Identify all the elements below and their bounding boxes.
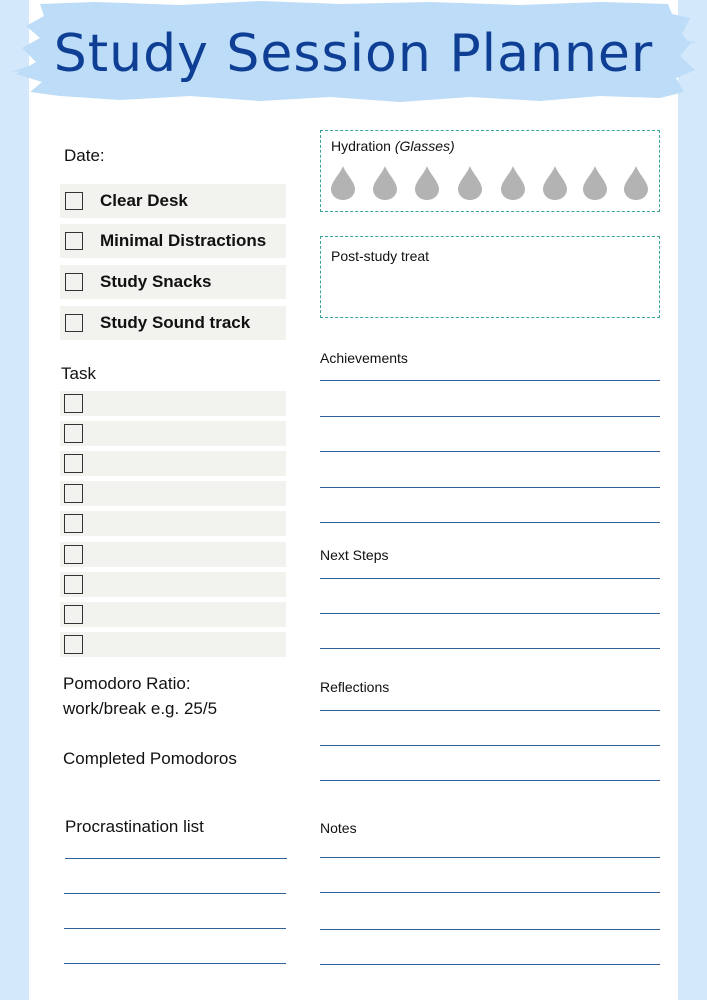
- reflections-label: Reflections: [320, 679, 390, 695]
- next-steps-line[interactable]: [320, 613, 660, 614]
- task-row[interactable]: [60, 481, 286, 506]
- checklist-item-label: Minimal Distractions: [100, 231, 267, 250]
- checkbox[interactable]: [65, 314, 83, 332]
- water-drop-icon[interactable]: [583, 166, 607, 200]
- achievements-line[interactable]: [320, 380, 660, 381]
- checklist-item[interactable]: [60, 224, 286, 258]
- notes-label: Notes: [320, 820, 357, 836]
- task-checkbox[interactable]: [64, 575, 83, 594]
- checklist-item[interactable]: [60, 265, 286, 299]
- hydration-label: [331, 138, 455, 154]
- task-row[interactable]: [60, 421, 286, 446]
- reflections-line[interactable]: [320, 780, 660, 781]
- task-checkbox[interactable]: [64, 394, 83, 413]
- notes-line[interactable]: [320, 892, 660, 893]
- water-drop-icon[interactable]: [624, 166, 648, 200]
- pomodoro-ratio-hint: work/break e.g. 25/5: [63, 699, 218, 718]
- hydration-unit: (Glasses): [394, 138, 455, 154]
- checklist-item[interactable]: [60, 184, 286, 218]
- pomodoro-ratio-label: Pomodoro Ratio:: [63, 674, 191, 693]
- checkbox[interactable]: [65, 273, 83, 291]
- task-row[interactable]: [60, 391, 286, 416]
- task-row[interactable]: [60, 572, 286, 597]
- water-drop-icon[interactable]: [415, 166, 439, 200]
- notes-line[interactable]: [320, 964, 660, 965]
- achievements-line[interactable]: [320, 451, 660, 452]
- task-row[interactable]: [60, 451, 286, 476]
- date-label: Date:: [64, 146, 105, 165]
- checkbox[interactable]: [65, 192, 83, 210]
- checklist-item-label: Study Snacks: [100, 272, 212, 291]
- notes-line[interactable]: [320, 929, 660, 930]
- hydration-title: Hydration: [331, 138, 391, 154]
- achievements-line[interactable]: [320, 487, 660, 488]
- procrastination-label: Procrastination list: [65, 817, 204, 836]
- procrastination-line[interactable]: [65, 858, 287, 859]
- achievements-label: Achievements: [320, 350, 408, 366]
- task-label: Task: [61, 364, 96, 383]
- task-checkbox[interactable]: [64, 514, 83, 533]
- water-drop-icon[interactable]: [331, 166, 355, 200]
- water-drop-icon[interactable]: [373, 166, 397, 200]
- reflections-line[interactable]: [320, 745, 660, 746]
- completed-pomodoros-label: Completed Pomodoros: [63, 749, 237, 768]
- water-drop-icon[interactable]: [501, 166, 525, 200]
- water-drop-icon[interactable]: [458, 166, 482, 200]
- task-row[interactable]: [60, 602, 286, 627]
- notes-line[interactable]: [320, 857, 660, 858]
- post-study-treat-label: Post-study treat: [331, 248, 430, 264]
- checklist-item-label: Study Sound track: [100, 313, 251, 332]
- task-row[interactable]: [60, 542, 286, 567]
- checklist-item[interactable]: [60, 306, 286, 340]
- task-row[interactable]: [60, 511, 286, 536]
- task-checkbox[interactable]: [64, 424, 83, 443]
- checkbox[interactable]: [65, 232, 83, 250]
- task-checkbox[interactable]: [64, 454, 83, 473]
- task-checkbox[interactable]: [64, 545, 83, 564]
- achievements-line[interactable]: [320, 416, 660, 417]
- task-checkbox[interactable]: [64, 635, 83, 654]
- procrastination-line[interactable]: [64, 963, 286, 964]
- achievements-line[interactable]: [320, 522, 660, 523]
- next-steps-line[interactable]: [320, 578, 660, 579]
- task-checkbox[interactable]: [64, 484, 83, 503]
- procrastination-line[interactable]: [64, 928, 286, 929]
- checklist-item-label: Clear Desk: [100, 191, 188, 210]
- procrastination-line[interactable]: [64, 893, 286, 894]
- next-steps-line[interactable]: [320, 648, 660, 649]
- page-title: Study Session Planner: [53, 24, 654, 84]
- next-steps-label: Next Steps: [320, 547, 389, 563]
- task-row[interactable]: [60, 632, 286, 657]
- reflections-line[interactable]: [320, 710, 660, 711]
- water-drop-icon[interactable]: [543, 166, 567, 200]
- task-checkbox[interactable]: [64, 605, 83, 624]
